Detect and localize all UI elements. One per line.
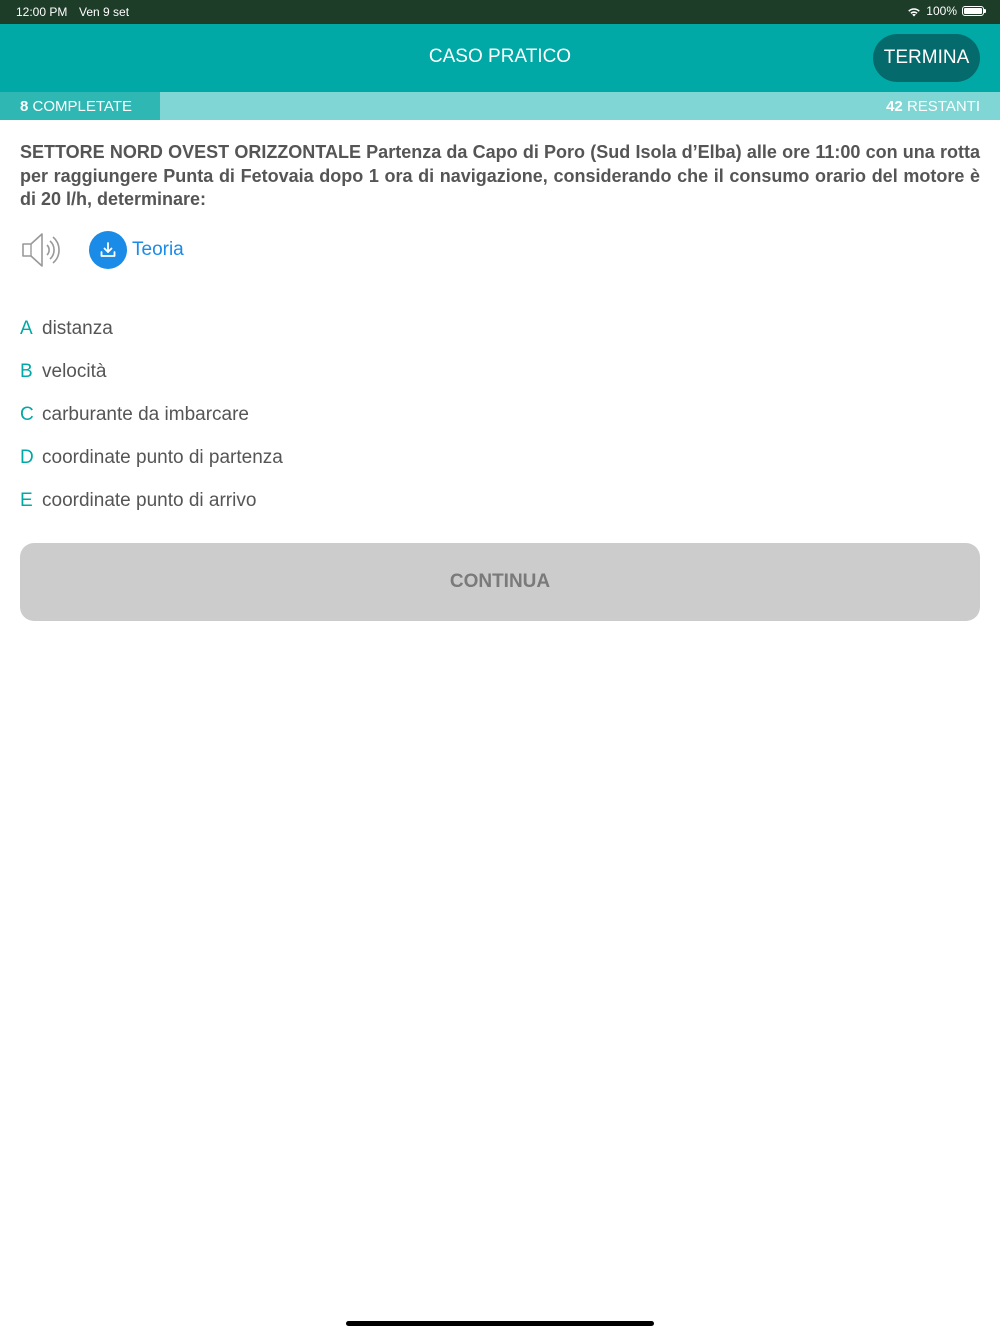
status-time: 12:00 PM [16, 5, 68, 19]
speaker-icon[interactable] [20, 230, 60, 270]
question-tools [20, 230, 184, 270]
answer-letter: A [20, 317, 33, 339]
status-date: Ven 9 set [79, 5, 130, 19]
completed-text: COMPLETATE [32, 98, 132, 115]
end-quiz-button[interactable]: TERMINA [873, 34, 980, 82]
answer-text: carburante da imbarcare [42, 403, 249, 425]
continue-button[interactable]: CONTINUA [20, 543, 980, 621]
theory-label: Teoria [132, 239, 184, 260]
battery-percentage: 100% [926, 4, 957, 18]
remaining-text: RESTANTI [906, 98, 980, 115]
answer-option-d[interactable] [20, 436, 980, 479]
battery-icon [962, 6, 984, 16]
home-indicator[interactable] [346, 1321, 654, 1326]
remaining-count: 42 [886, 98, 903, 115]
answer-letter: D [20, 446, 34, 468]
answer-option-b[interactable] [20, 350, 980, 393]
download-icon [98, 240, 118, 260]
answer-text: coordinate punto di partenza [42, 446, 283, 468]
page-title: CASO PRATICO [428, 46, 572, 67]
completed-count: 8 [20, 98, 29, 115]
download-circle [89, 231, 127, 269]
answer-text: distanza [42, 317, 113, 339]
header-bar [0, 24, 1000, 92]
answer-list [20, 307, 980, 522]
remaining-label [886, 98, 980, 115]
completed-label [20, 98, 132, 115]
status-bar [0, 0, 1000, 24]
progress-bar [0, 92, 1000, 120]
wifi-icon [907, 6, 921, 17]
answer-letter: B [20, 360, 33, 382]
answer-text: velocità [42, 360, 107, 382]
question-text: SETTORE NORD OVEST ORIZZONTALE Partenza da Capo di Poro (Sud Isola d’Elba) alle ore 11:00 con una rotta per raggiungere Punta di Fetovaia dopo 1 ora di navigazione, considerando che il consumo orario del motore è di 20 l/h, determinare: [20, 142, 980, 209]
theory-button[interactable] [89, 231, 184, 269]
answer-option-a[interactable] [20, 307, 980, 350]
answer-letter: C [20, 403, 34, 425]
status-right [907, 4, 984, 18]
answer-option-c[interactable] [20, 393, 980, 436]
answer-letter: E [20, 489, 33, 511]
answer-option-e[interactable] [20, 479, 980, 522]
answer-text: coordinate punto di arrivo [42, 489, 257, 511]
